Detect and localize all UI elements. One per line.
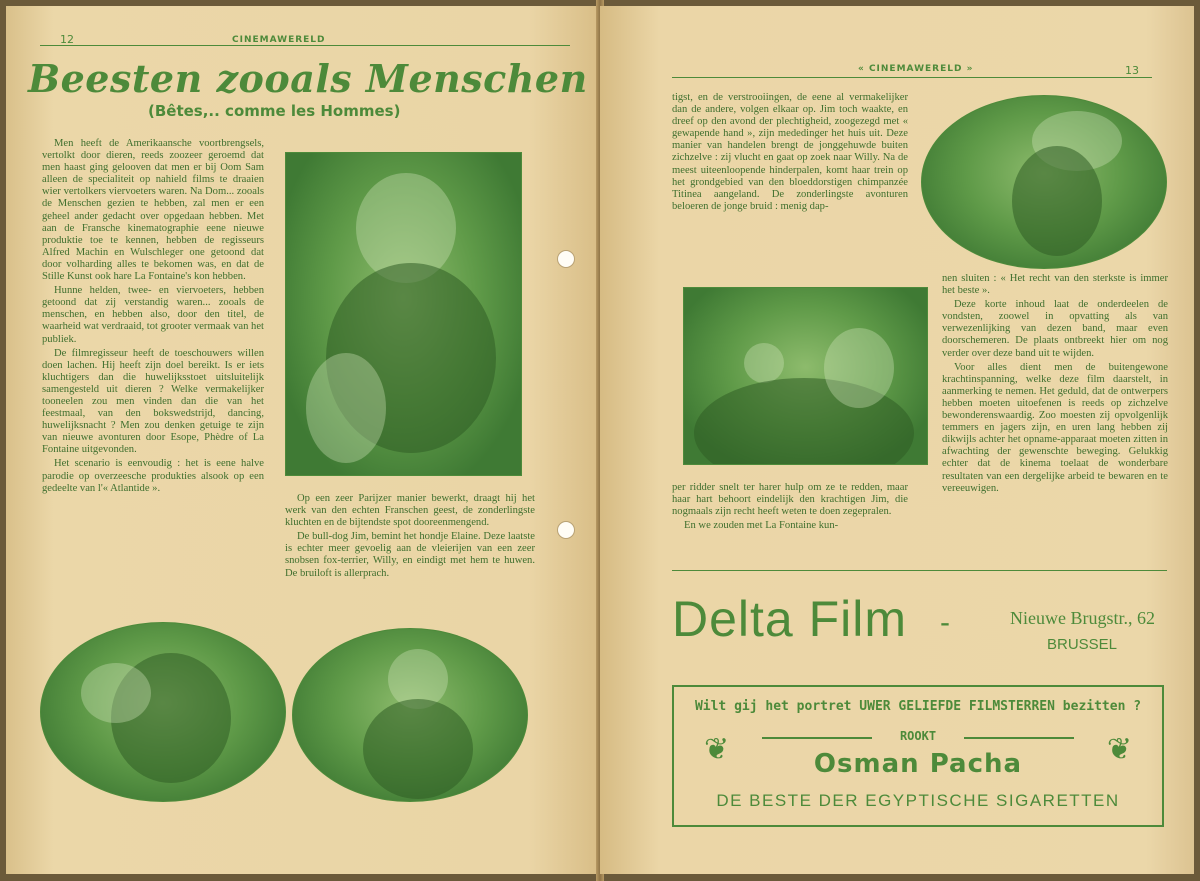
dog-bride-photo [285,152,522,476]
cigarette-ad-box [672,685,1164,827]
paragraph: De bull-dog Jim, bemint het hondje Elaine. Deze laatste is echter meer gevoelig aan de vleierijen van een zeer snobsen fox-terrier, Willy, en eindigt met hem te huwen. De bruiloft is allerprach. [285,531,535,579]
ad-separator-rule [672,570,1167,571]
left-column-2 [285,493,535,623]
paragraph: Het scenario is eenvoudig : het is eene halve parodie op overzeesche produkties alsook op een gedeelte van l'« Atlantide ». [42,458,264,494]
ad-brand: Osman Pacha [813,749,1023,779]
ad-rookt: ROOKT [899,729,937,743]
right-column-1 [672,92,908,264]
right-running-head: « CINEMAWERELD » [858,64,974,74]
right-column-1-bottom [672,482,908,552]
delta-film-street: Nieuwe Brugstr., 62 [1010,608,1155,628]
paragraph: De filmregisseur heeft de toeschouwers willen doen lachen. Hij heeft zijn doel bereikt. Is er iets kluchtigers dan die huwelijksstoet uitsluitelijk samengesteld uit dieren ? Welke vermakelijker tooneelen zou men vinden dan die van het feestmaal, van den bokswedstrijd, dancing, huwelijksnacht ? Men zou denken getuige te zijn van nieuwe avonturen door Esope, Phèdre of La Fontaine uitgevonden. [42,347,264,456]
delta-film-dash: - [939,605,951,639]
article-subtitle: (Bêtes,.. comme les Hommes) [148,102,401,120]
right-header-rule [672,77,1152,78]
paragraph: Hunne helden, twee- en viervoeters, hebben getoond dat zij verstandig waren... zooals de menschen, en hebben also, door den titel, de waarheid wat verdraaid, tot grooter vermaak van het publiek. [42,285,264,345]
left-column-1 [42,138,264,616]
lotus-icon: ❦ [1106,732,1132,767]
binding-hole [557,521,575,539]
bulldog-oval-photo [40,622,286,802]
ad-tagline: DE BESTE DER EGYPTISCHE SIGARETTEN [716,791,1120,810]
paragraph: tigst, en de verstrooiingen, de eene al vermakelijker dan de andere, volgen elkaar op. Jim toch waakte, en dreef op den avond der plechtigheid, zoogezegd met « gewapende hand », zijn mededinger het huis uit. Deze manier van handelen brengt de jonggehuwde buiten zichzelve : zij vlucht en gaat op zoek naar Willy. Na de meest uiteenloopende hinderpalen, komt haar trein op het grondgebied van den bloeddorstigen chimpanzée Titinea aangeland. De zonderlingste avonturen beloeren de jonge bruid : menig dap- [672,92,908,212]
paragraph: En we zouden met La Fontaine kun- [684,520,839,532]
paragraph: nen sluiten : « Het recht van den sterkste is immer het beste ». [942,273,1168,297]
delta-film-city: BRUSSEL [1047,636,1118,653]
paragraph: Deze korte inhoud laat de onderdeelen de vondsten, zoowel in opvatting als van verwezenlijking van dezen band, maar even doorschemeren. De plaats ontbreekt hier om nog verder over deze band uit te wijden. [942,299,1168,359]
dressed-dog-oval-photo [292,628,528,802]
ad-question: Wilt gij het portret UWER GELIEFDE FILMSTERREN bezitten ? [694,699,1142,714]
delta-film-name: Delta Film [672,591,908,647]
binding-hole [557,250,575,268]
delta-film-logo [672,590,951,648]
paragraph: per ridder snelt ter harer hulp om ze te redden, maar haar hart behoort eindelijk den krachtigen Jim, die nogmaals zijn recht heeft weten te doen zegepralen. [672,482,908,518]
paragraph: Men heeft de Amerikaansche voortbrengsels, vertolkt door dieren, reeds zoozeer geroemd dat men haast ging gelooven dat men er bij Oom Sam alleen de specialiteit op nahield films te draaien wier vertolkers viervoeters waren. Na Dom... zooals de Menschen gezien te hebben, zal men er een geheel ander gedacht over opgedaan hebben. Met aan de Fransche kinematographie eene nieuwe produktie toe te kennen, hebben de regisseurs Alfred Machin en Wulschleger one getoond dat door volharding alles te bekomen was, en dat de Stille Kunst ook hare La Fontaine's kon hebben. [42,138,264,283]
rooster-bed-photo [683,287,928,465]
lotus-icon: ❦ [704,732,730,767]
right-page-number: 13 [1125,64,1139,77]
article-title: Beesten zooals Menschen [28,56,588,101]
ad-line-right [964,737,1074,739]
paragraph: Op een zeer Parijzer manier bewerkt, draagt hij het werk van den echten Franschen geest, de zonderlingste kluchten en de bijtendste spot dooreenmengend. [285,493,535,529]
right-column-2 [942,273,1168,553]
paragraph: Voor alles dient men de buitengewone krachtinspanning, welke deze film daarstelt, in aanmerking te nemen. Het geduld, dat de ontwerpers hebben moeten uitoefenen is reeds op zichzelve bewonderenswaardig. Zoo moesten zij opvolgenlijk temmers en jagers zijn, en uren lang hebben zij dikwijls achter het opname-apparaat moeten zitten in afwachting der gewenschte beweging. Gelukkig echter dat de kinema toelaat de wonderbare resultaten van een dergelijke arbeid te bewaren en te vereeuwigen. [942,361,1168,494]
left-page-number: 12 [60,33,74,46]
monkey-bride-oval-photo [921,95,1167,269]
left-header-rule [40,45,570,46]
left-running-head: CINEMAWERELD [232,35,326,45]
